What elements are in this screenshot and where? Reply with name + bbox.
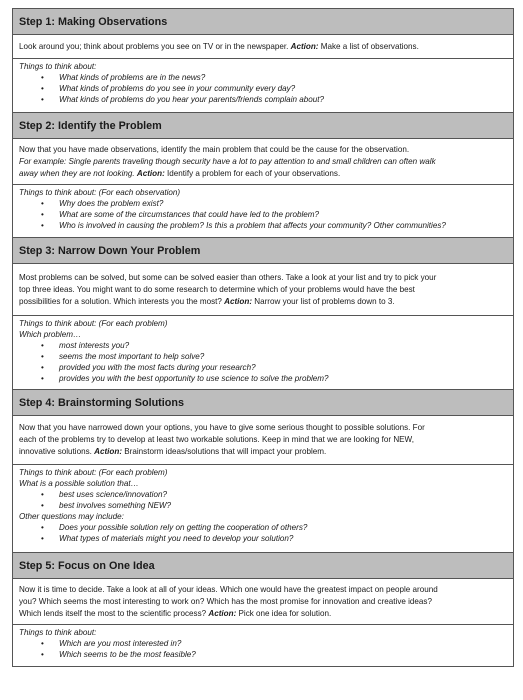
bullet-item: • What are some of the circumstances that could have led to the problem? (19, 209, 507, 220)
step-1-heading: Step 1: Making Observations (13, 9, 513, 35)
body-line (19, 296, 507, 308)
think-heading: Things to think about: (19, 62, 97, 71)
body-text: Now that you have made observations, identify the main problem that could be the cause for the observation. (19, 144, 410, 154)
bullet-item: • seems the most important to help solve? (19, 351, 507, 362)
think-heading: Things to think about: (19, 628, 97, 637)
body-text: you? Which seems the most interesting to work on? Which has the most promise for innovation and creative ideas? (19, 596, 432, 606)
step-4-think-list (13, 465, 513, 553)
body-line (19, 168, 507, 180)
bullet-item: • What kinds of problems do you hear your parents/friends complain about? (19, 94, 507, 105)
step-4-heading: Step 4: Brainstorming Solutions (13, 390, 513, 416)
action-label: Action: (208, 608, 237, 618)
body-line (19, 156, 507, 168)
action-label: Action: (224, 296, 253, 306)
body-text: Pick one idea for solution. (236, 608, 332, 618)
body-text: Which lends itself the most to the scientific process? (19, 608, 209, 618)
body-text: away when they are not looking. (19, 168, 137, 178)
body-line (19, 144, 507, 156)
body-line (19, 272, 507, 284)
think-heading: Things to think about: (For each problem) (19, 319, 168, 328)
body-line (19, 596, 507, 608)
step-3-body (13, 264, 513, 316)
body-text: innovative solutions. (19, 447, 95, 456)
think-heading: Things to think about: (For each problem) (19, 468, 168, 477)
body-text: each of the problems try to develop at least two workable solutions. Keep in mind that we are looking for NEW, (19, 435, 415, 444)
bullet-item: • best involves something NEW? (19, 500, 507, 511)
body-text: top three ideas. You might want to do some research to determine which of your problems would have the best (19, 284, 415, 294)
body-text: Make a list of observations. (318, 41, 419, 51)
think-heading: Other questions may include: (19, 512, 124, 521)
step-5-body (13, 579, 513, 625)
step-4-body (13, 416, 513, 465)
bullet-item: • Who is involved in causing the problem? Is this a problem that affects your community? Other communities? (19, 220, 507, 231)
bullet-item: • provided you with the most facts during your research? (19, 362, 507, 373)
step-1-body (13, 35, 513, 59)
body-text: Look around you; think about problems you see on TV or in the newspaper. (19, 41, 291, 51)
body-line (19, 608, 507, 620)
step-3-think-list (13, 316, 513, 390)
body-text: Brainstorm ideas/solutions that will impact your problem. (122, 447, 327, 456)
body-text: possibilities for a solution. Which interests you the most? (19, 296, 225, 306)
body-text: Identify a problem for each of your observations. (164, 168, 341, 178)
bullet-item: • best uses science/innovation? (19, 489, 507, 500)
think-heading: Things to think about: (For each observation) (19, 188, 181, 197)
body-line (19, 422, 507, 434)
bullet-item: • What types of materials might you need to develop your solution? (19, 533, 507, 544)
steps-document (12, 8, 514, 667)
bullet-item: • most interests you? (19, 340, 507, 351)
body-text: Narrow your list of problems down to 3. (252, 296, 395, 306)
body-line (19, 41, 507, 53)
step-2-body (13, 139, 513, 185)
bullet-item: • Which seems to be the most feasible? (19, 649, 507, 660)
step-1-think-list (13, 59, 513, 113)
action-label: Action: (290, 41, 319, 51)
body-line (19, 434, 507, 446)
body-text: Now it is time to decide. Take a look at all of your ideas. Which one would have the greatest impact on people around (19, 584, 438, 594)
bullet-item: • What kinds of problems are in the news? (19, 72, 507, 83)
step-2-heading: Step 2: Identify the Problem (13, 113, 513, 139)
body-text: Most problems can be solved, but some can be solved easier than others. Take a look at your list and try to pick your (19, 272, 437, 282)
step-5-think-list (13, 625, 513, 667)
action-label: Action: (94, 447, 123, 456)
step-2-think-list (13, 185, 513, 238)
bullet-item: • Does your possible solution rely on getting the cooperation of others? (19, 522, 507, 533)
action-label: Action: (136, 168, 165, 178)
bullet-item: • provides you with the best opportunity to use science to solve the problem? (19, 373, 507, 384)
bullet-item: • Which are you most interested in? (19, 638, 507, 649)
step-5-heading: Step 5: Focus on One Idea (13, 553, 513, 579)
body-line (19, 284, 507, 296)
bullet-item: • Why does the problem exist? (19, 198, 507, 209)
think-heading: What is a possible solution that… (19, 479, 139, 488)
think-heading: Which problem… (19, 330, 82, 339)
body-text: Now that you have narrowed down your options, you have to give some serious thought to possible solutions. For (19, 423, 425, 432)
body-line (19, 584, 507, 596)
body-text: For example: Single parents traveling though security have a lot to pay attention to and small children can often walk (19, 156, 436, 166)
body-line (19, 446, 507, 458)
step-3-heading: Step 3: Narrow Down Your Problem (13, 238, 513, 264)
bullet-item: • What kinds of problems do you see in your community every day? (19, 83, 507, 94)
